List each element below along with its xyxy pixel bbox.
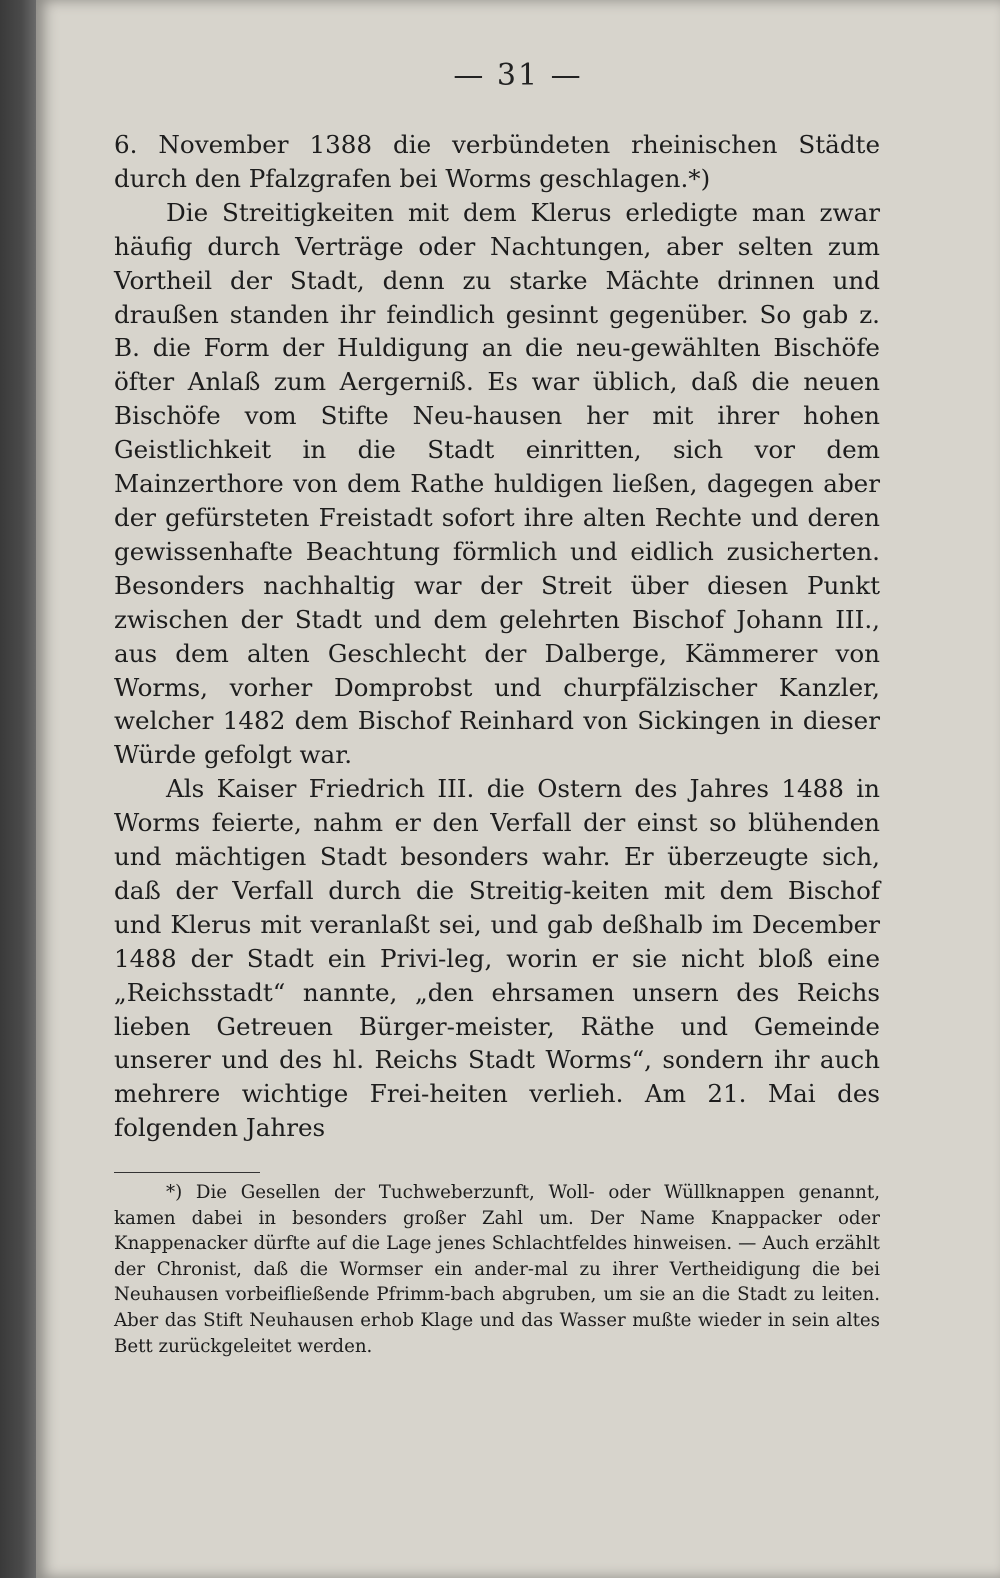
footnote-text: *) Die Gesellen der Tuchweberzunft, Woll- oder Wüllknappen genannt, kamen dabei in besonders großer Zahl um. Der Name Knappacker oder Knappenacker dürfte auf die Lage jenes Schlachtfeldes hinweisen. — Auch erzählt der Chronist, daß die Wormser ein ander-mal zu ihrer Vertheidigung die bei Neuhausen vorbeifließende Pfrimm-bach abgruben, um sie an die Stadt zu leiten. Aber das Stift Neuhausen erhob Klage und das Wasser mußte wieder in sein altes Bett zurückgeleitet werden. (114, 1182, 880, 1357)
paragraph-emperor-friedrich: Als Kaiser Friedrich III. die Ostern des Jahres 1488 in Worms feierte, nahm er den Verfall der einst so blühenden und mächtigen Stadt besonders wahr. Er überzeugte sich, daß der Verfall durch die Streitig-keiten mit dem Bischof und Klerus mit veranlaßt sei, und gab deßhalb im December 1488 der Stadt ein Privi-leg, worin er sie nicht bloß eine „Reichsstadt“ nannte, „den ehrsamen unsern des Reichs lieben Getreuen Bürger-meister, Räthe und Gemeinde unserer und des hl. Reichs Stadt Worms“, sondern ihr auch mehrere wichtige Frei-heiten verlieh. Am 21. Mai des folgenden Jahres (114, 774, 880, 1143)
book-binding-edge (0, 0, 36, 1578)
footnote (114, 1180, 880, 1359)
footnote-separator (114, 1172, 260, 1173)
paragraph-continuation: 6. November 1388 die verbündeten rheinischen Städte durch den Pfalzgrafen bei Worms geschlagen.*) (114, 130, 880, 193)
main-text (114, 128, 880, 1145)
paragraph-clergy-disputes: Die Streitigkeiten mit dem Klerus erledigte man zwar häufig durch Verträge oder Nachtungen, aber selten zum Vortheil der Stadt, denn zu starke Mächte drinnen und draußen standen ihr feindlich gesinnt gegenüber. So gab z. B. die Form der Huldigung an die neu-gewählten Bischöfe öfter Anlaß zum Aergerniß. Es war üblich, daß die neuen Bischöfe vom Stifte Neu-hausen her mit ihrer hohen Geistlichkeit in die Stadt einritten, sich vor dem Mainzerthore von dem Rathe huldigen ließen, dagegen aber der gefürsteten Freistadt sofort ihre alten Rechte und deren gewissenhafte Beachtung förmlich und eidlich zusicherten. Besonders nachhaltig war der Streit über diesen Punkt zwischen der Stadt und dem gelehrten Bischof Johann III., aus dem alten Geschlecht der Dalberge, Kämmerer von Worms, vorher Domprobst und churpfälzischer Kanzler, welcher 1482 dem Bischof Reinhard von Sickingen in dieser Würde gefolgt war. (114, 197, 880, 770)
book-page (36, 0, 1000, 1578)
page-number: — 31 — (453, 58, 583, 93)
